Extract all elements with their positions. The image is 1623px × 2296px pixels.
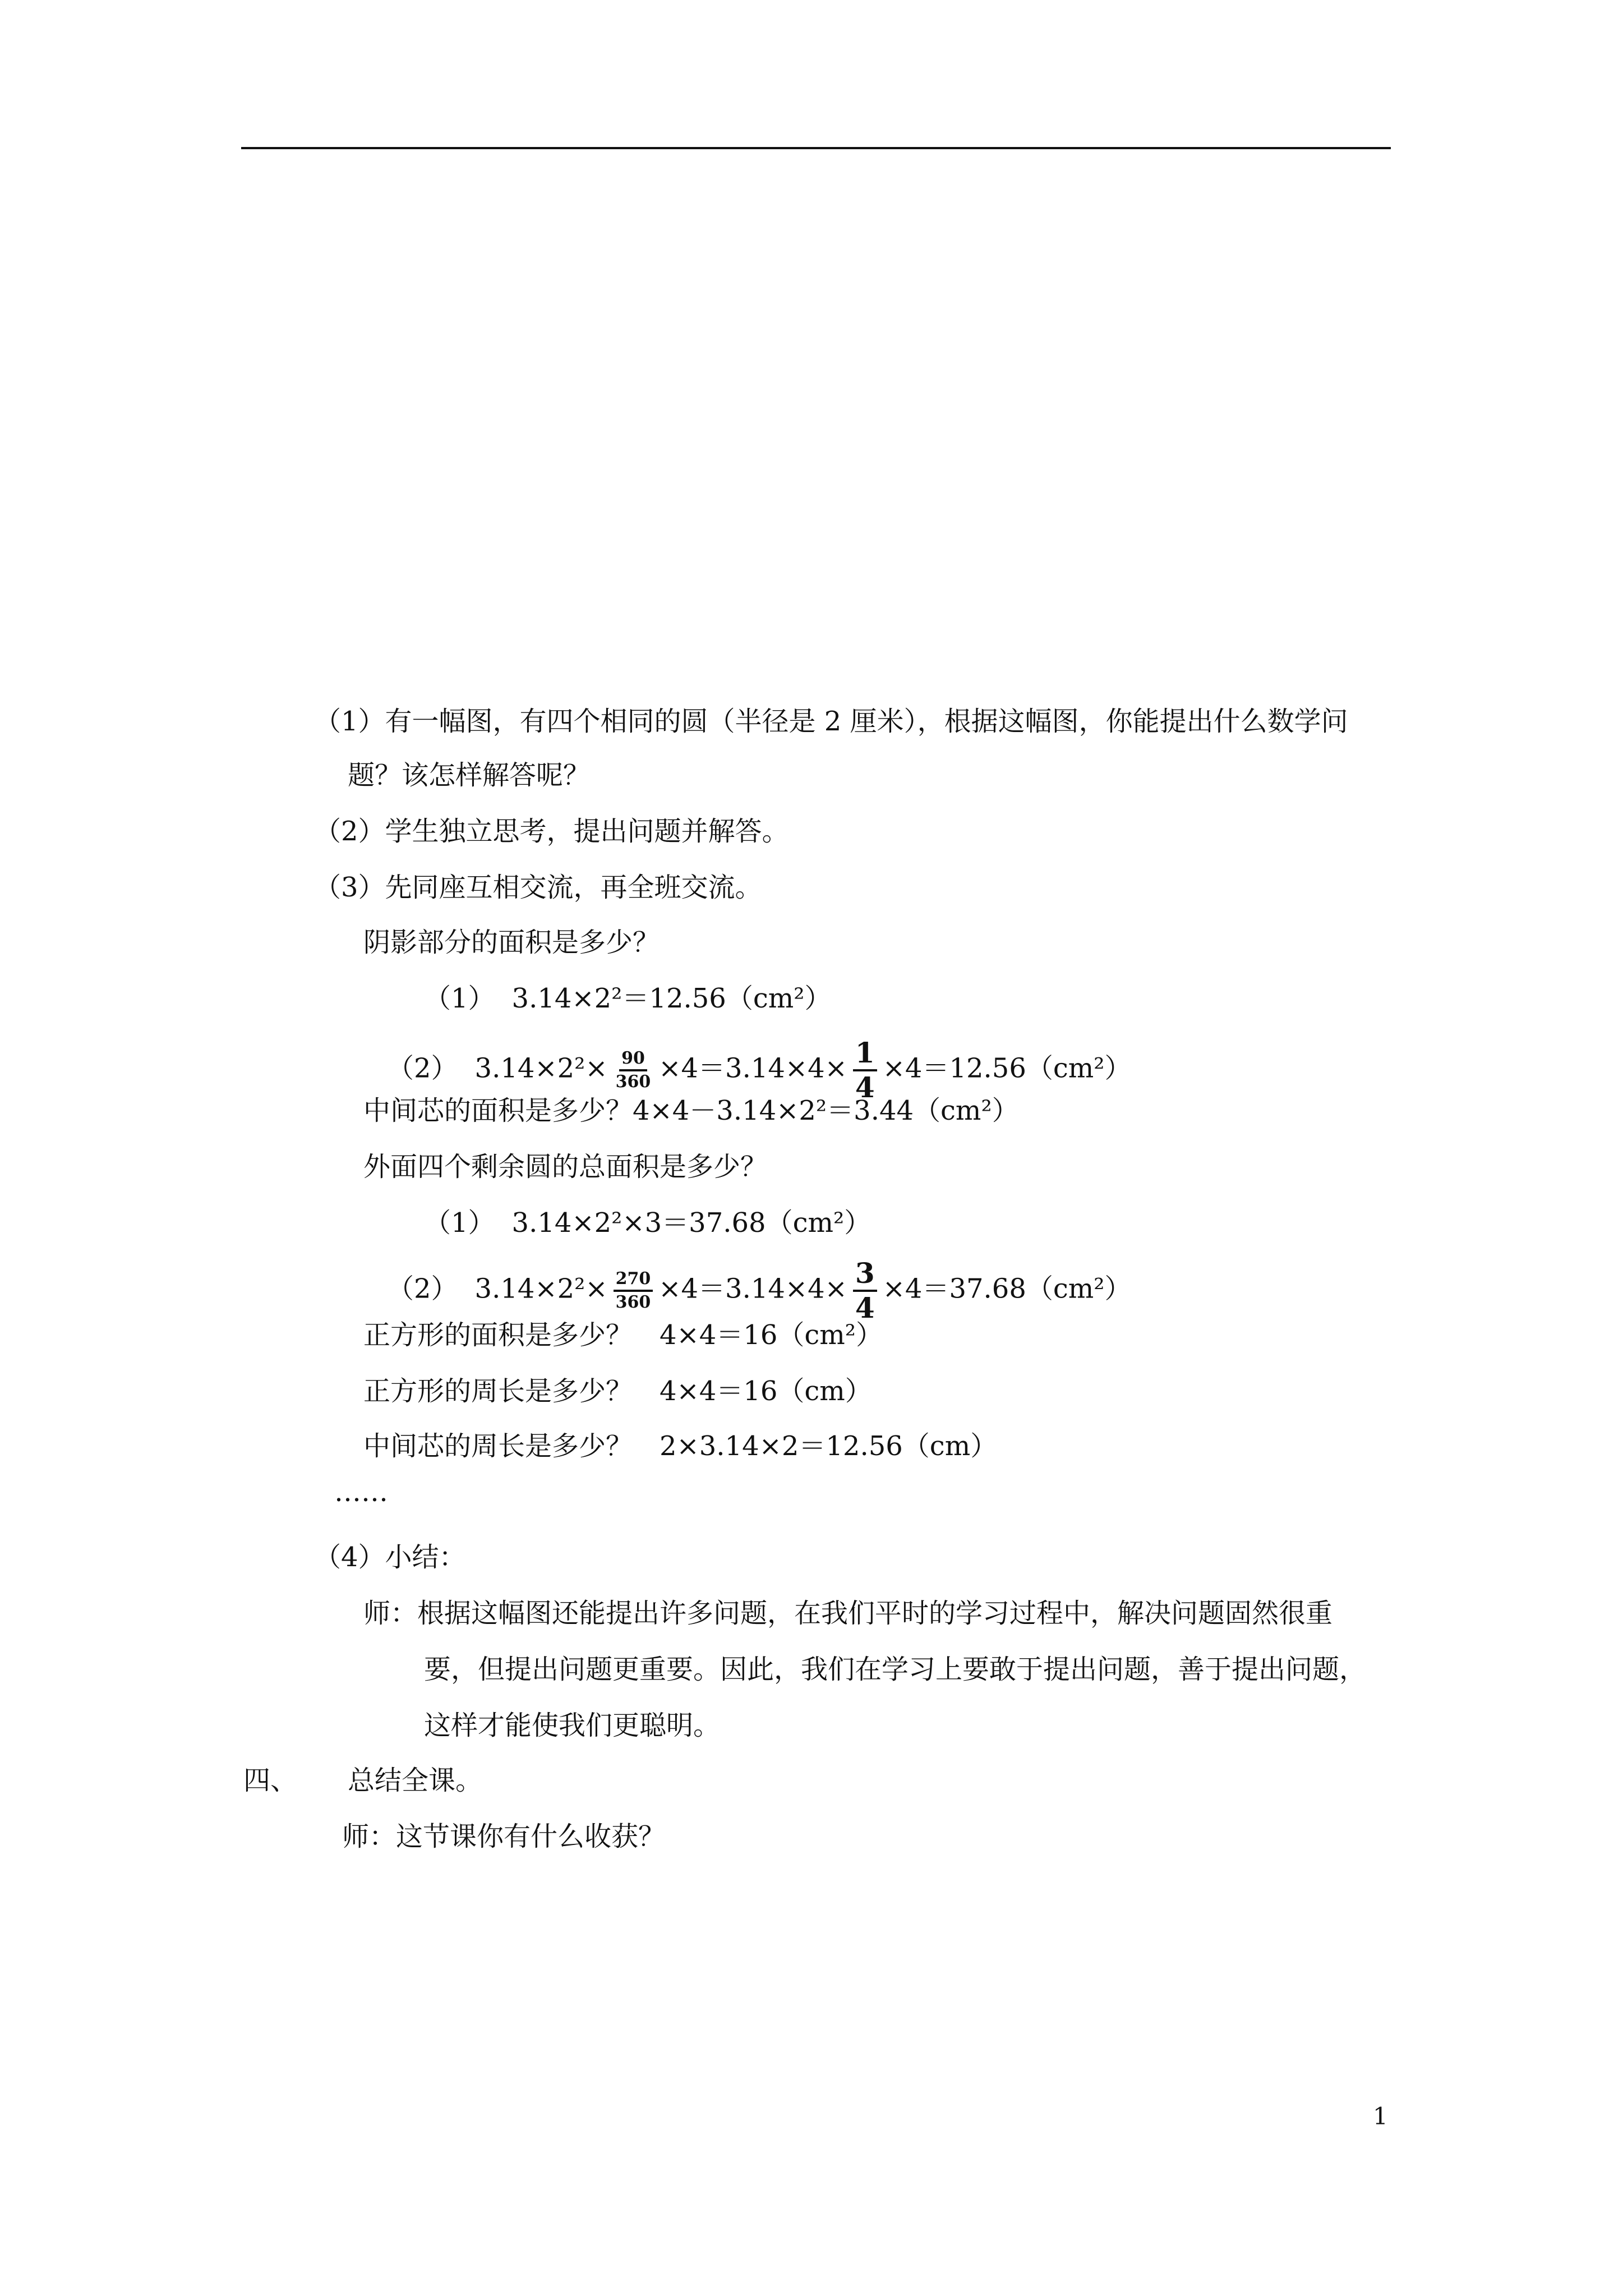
formula-text: 3.14×2²＝12.56（cm²） [511, 983, 832, 1014]
formula-post: ×4＝37.68（cm²） [882, 1273, 1132, 1305]
section-number: 四、 [243, 1765, 298, 1796]
formula-label: （1） [424, 983, 495, 1014]
formula-outer-2 [387, 1259, 1132, 1322]
question-center-perimeter: 中间芯的周长是多少？ 2×3.14×2＝12.56（cm） [363, 1430, 998, 1462]
formula-pre: 3.14×2²× [474, 1052, 608, 1084]
formula-label: （2） [387, 1052, 458, 1084]
paragraph-2: （2）学生独立思考，提出问题并解答。 [314, 816, 789, 847]
formula-post: ×4＝12.56（cm²） [882, 1052, 1132, 1084]
formula-pre: 3.14×2²× [474, 1273, 608, 1305]
teacher-final-question: 师：这节课你有什么收获？ [342, 1821, 666, 1852]
formula-mid: ×4＝3.14×4× [658, 1052, 847, 1084]
fraction-270-360 [614, 1271, 653, 1311]
page-number: 1 [1373, 2102, 1388, 2130]
fraction-denominator: 360 [615, 1292, 651, 1312]
question-square-perimeter: 正方形的周长是多少？ 4×4＝16（cm） [363, 1375, 872, 1407]
question-outer-circles: 外面四个剩余圆的总面积是多少？ [363, 1151, 768, 1182]
fraction-denominator: 4 [855, 1291, 875, 1324]
formula-shadow-1 [424, 982, 831, 1015]
ellipsis: …… [334, 1476, 388, 1508]
formula-label: （2） [387, 1273, 458, 1305]
fraction-numerator: 1 [853, 1039, 877, 1071]
formula-shadow-2 [387, 1036, 1132, 1104]
teacher-summary-line-3: 这样才能使我们更聪明。 [424, 1710, 721, 1741]
paragraph-1-line-2: 题？该怎样解答呢？ [348, 760, 591, 791]
paragraph-3: （3）先同座互相交流，再全班交流。 [314, 872, 762, 903]
question-center-area: 中间芯的面积是多少？4×4－3.14×2²＝3.44（cm²） [363, 1095, 1019, 1126]
paragraph-4: （4）小结： [314, 1542, 466, 1573]
formula-outer-1 [424, 1206, 871, 1240]
formula-text: 3.14×2²×3＝37.68（cm²） [511, 1207, 872, 1239]
fraction-3-4 [853, 1259, 877, 1322]
question-shadow-area: 阴影部分的面积是多少？ [363, 927, 660, 958]
fraction-90-360 [614, 1050, 653, 1091]
header-rule [241, 147, 1391, 149]
teacher-summary-line-1: 师：根据这幅图还能提出许多问题，在我们平时的学习过程中，解决问题固然很重 [363, 1598, 1333, 1629]
section-title: 总结全课。 [348, 1765, 483, 1796]
teacher-summary-line-2: 要，但提出问题更重要。因此，我们在学习上要敢于提出问题，善于提出问题， [424, 1654, 1367, 1685]
formula-mid: ×4＝3.14×4× [658, 1273, 847, 1305]
formula-label: （1） [424, 1207, 495, 1239]
paragraph-1-line-1: （1）有一幅图，有四个相同的圆（半径是 2 厘米），根据这幅图，你能提出什么数学问 [314, 706, 1348, 737]
fraction-denominator: 360 [615, 1072, 651, 1092]
question-square-area: 正方形的面积是多少？ 4×4＝16（cm²） [363, 1319, 883, 1351]
fraction-denominator: 4 [855, 1071, 875, 1104]
fraction-1-4 [853, 1036, 877, 1104]
fraction-numerator: 90 [619, 1050, 647, 1071]
fraction-numerator: 270 [614, 1271, 653, 1292]
fraction-numerator: 3 [853, 1259, 877, 1292]
